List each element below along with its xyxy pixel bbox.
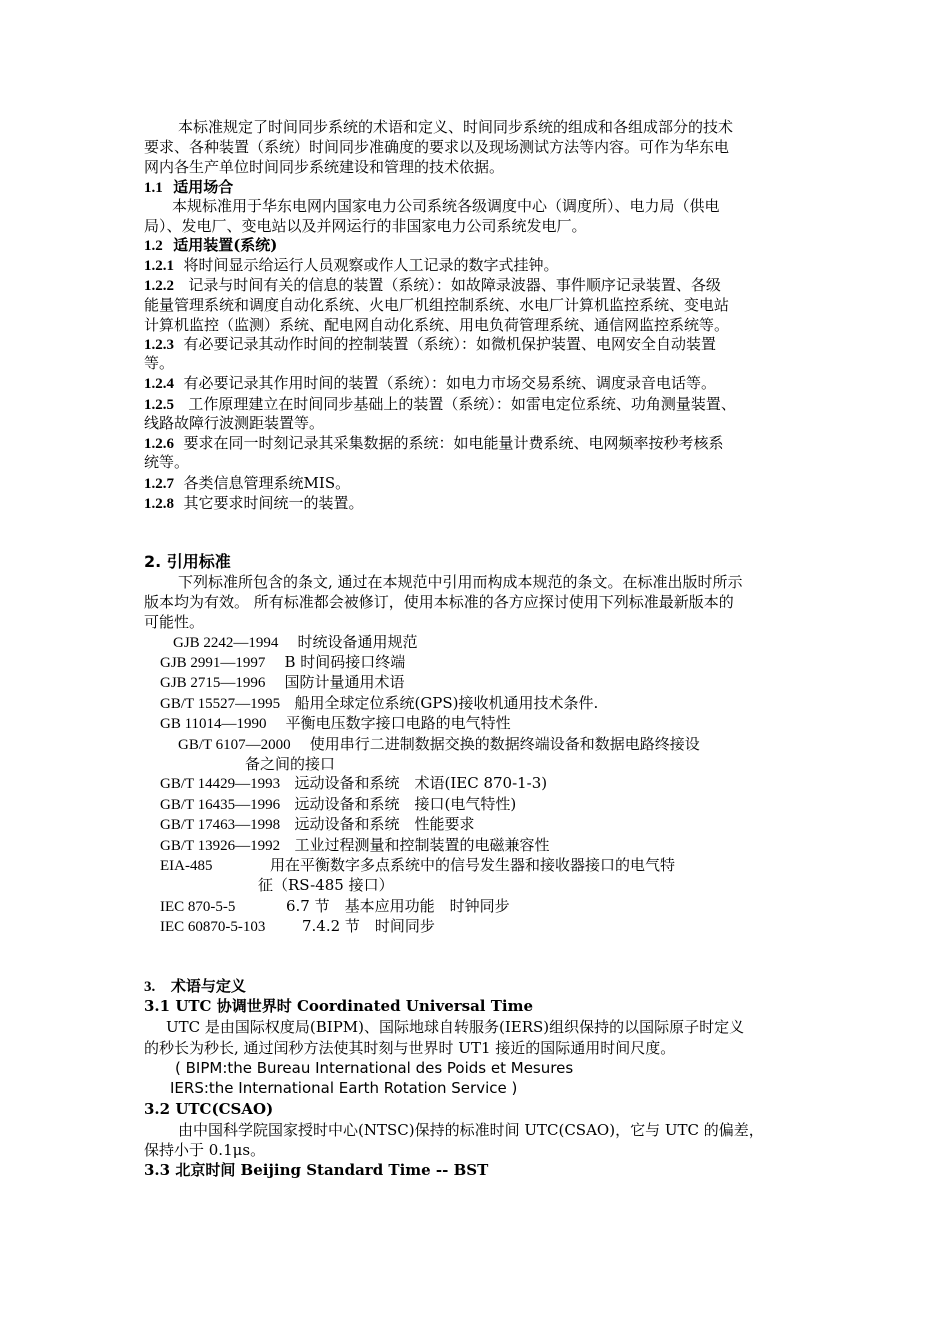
- item-1-2-6: [144, 433, 724, 454]
- section-2-heading: [144, 552, 231, 572]
- item-1-2-3: [144, 334, 716, 355]
- reference-item: [160, 693, 598, 714]
- reference-item: [160, 835, 549, 856]
- item-number: 1.2.2: [144, 278, 174, 294]
- reference-item: [160, 713, 511, 734]
- reference-item: [160, 672, 405, 693]
- item-text: 各类信息管理系统MIS。: [183, 474, 351, 492]
- item-1-2-7: [144, 473, 350, 494]
- item-number: 1.2.3: [144, 337, 174, 353]
- section-3-2-line-1: 由中国科学院国家授时中心(NTSC)保持的标准时间 UTC(CSAO)，它与 UTC 的偏差，: [178, 1121, 764, 1139]
- reference-code: GJB 2242—1994: [173, 635, 279, 651]
- reference-item: [160, 814, 474, 835]
- reference-code: GB/T 14429—1993: [160, 776, 281, 792]
- reference-name: 6.7 节 基本应用功能 时钟同步: [286, 897, 510, 915]
- item-number: 1.2.5: [144, 397, 174, 413]
- item-1-2-3-line-2: 等。: [144, 354, 175, 372]
- item-text: 工作原理建立在时间同步基础上的装置（系统）：如雷电定位系统、功角测量装置、: [188, 395, 736, 413]
- section-1-1-title: 适用场合: [173, 178, 234, 196]
- section-3-2-line-2: 保持小于 0.1μs。: [144, 1141, 266, 1159]
- section-2-para-line-3: 可能性。: [144, 613, 205, 631]
- reference-name: 远动设备和系统 性能要求: [294, 815, 475, 833]
- reference-code: IEC 870-5-5: [160, 899, 236, 915]
- item-text: 有必要记录其动作时间的控制装置（系统）：如微机保护装置、电网安全自动装置: [183, 335, 717, 353]
- reference-code: GB/T 17463—1998: [160, 817, 281, 833]
- item-1-2-6-line-2: 统等。: [144, 453, 190, 471]
- reference-item: [173, 632, 418, 653]
- reference-name: 远动设备和系统 术语(IEC 870-1-3): [294, 774, 548, 792]
- section-3-1-line-4: IERS:the International Earth Rotation Service ): [170, 1079, 518, 1097]
- section-3-title: 术语与定义: [170, 977, 246, 995]
- reference-item: [160, 916, 435, 937]
- item-text: 将时间显示给运行人员观察或作人工记录的数字式挂钟。: [183, 256, 559, 274]
- item-1-2-4: [144, 373, 716, 394]
- item-number: 1.2.1: [144, 258, 174, 274]
- section-3-1-line-1: UTC 是由国际权度局(BIPM)、国际地球自转服务(IERS)组织保持的以国际原子时定义: [166, 1018, 745, 1036]
- section-2-para-line-1: 下列标准所包含的条文, 通过在本规范中引用而构成本规范的条文。在标准出版时所示: [178, 573, 743, 591]
- section-1-1-line-2: 局）、发电厂、变电站以及并网运行的非国家电力公司系统发电厂。: [144, 217, 587, 235]
- reference-name: B 时间码接口终端: [284, 653, 406, 671]
- section-1-1-heading: [144, 177, 233, 198]
- intro-line-3: 网内各生产单位时间同步系统建设和管理的技术依据。: [144, 158, 505, 176]
- item-number: 1.2.4: [144, 376, 174, 392]
- reference-item: [160, 773, 547, 794]
- reference-item: [178, 734, 700, 755]
- reference-name: 平衡电压数字接口电路的电气特性: [285, 714, 511, 732]
- section-1-2-heading: [144, 235, 277, 256]
- section-3-3-heading: 3.3 北京时间 Beijing Standard Time -- BST: [144, 1161, 489, 1179]
- item-text: 要求在同一时刻记录其采集数据的系统：如电能量计费系统、电网频率按秒考核系: [183, 434, 724, 452]
- intro-line-1: 本标准规定了时间同步系统的术语和定义、时间同步系统的组成和各组成部分的技术: [178, 118, 734, 136]
- reference-item: [160, 794, 516, 815]
- item-number: 1.2.8: [144, 496, 174, 512]
- reference-name: 用在平衡数字多点系统中的信号发生器和接收器接口的电气特: [270, 856, 676, 874]
- reference-name: 工业过程测量和控制装置的电磁兼容性: [294, 836, 550, 854]
- reference-code: GJB 2715—1996: [160, 675, 266, 691]
- reference-name: 远动设备和系统 接口(电气特性): [294, 795, 517, 813]
- section-1-1-number: 1.1: [144, 180, 163, 196]
- reference-code: GB/T 6107—2000: [178, 737, 291, 753]
- section-1-2-title: 适用装置(系统): [173, 236, 278, 254]
- section-1-1-line-1: 本规标准用于华东电网内国家电力公司系统各级调度中心（调度所）、电力局（供电: [172, 197, 720, 215]
- reference-code: EIA-485: [160, 858, 213, 874]
- reference-name: 时统设备通用规范: [297, 633, 418, 651]
- intro-line-2: 要求、各种装置（系统）时间同步准确度的要求以及现场测试方法等内容。可作为华东电: [144, 138, 730, 156]
- section-3-number: 3.: [144, 979, 156, 995]
- reference-code: GB 11014—1990: [160, 716, 267, 732]
- item-1-2-2: [144, 275, 721, 296]
- reference-code: GB/T 15527—1995: [160, 696, 281, 712]
- section-3-1-line-3: ( BIPM:the Bureau International des Poids et Mesures: [175, 1059, 574, 1077]
- reference-item: [160, 896, 510, 917]
- reference-name: 船用全球定位系统(GPS)接收机通用技术条件.: [294, 694, 599, 712]
- reference-continuation: 备之间的接口: [245, 755, 336, 773]
- reference-item: [160, 652, 405, 673]
- item-1-2-2-line-3: 计算机监控（监测）系统、配电网自动化系统、用电负荷管理系统、通信网监控系统等。: [144, 316, 730, 334]
- item-text: 有必要记录其作用时间的装置（系统）：如电力市场交易系统、调度录音电话等。: [183, 374, 717, 392]
- item-number: 1.2.7: [144, 476, 174, 492]
- item-text: 其它要求时间统一的装置。: [183, 494, 364, 512]
- section-3-heading: [144, 976, 246, 997]
- item-1-2-5-line-2: 线路故障行波测距装置等。: [144, 414, 325, 432]
- section-3-2-heading: 3.2 UTC(CSAO): [144, 1100, 274, 1118]
- item-1-2-5: [144, 394, 736, 415]
- section-3-1-line-2: 的秒长为秒长, 通过闰秒方法使其时刻与世界时 UT1 接近的国际通用时间尺度。: [144, 1039, 676, 1057]
- item-number: 1.2.6: [144, 436, 174, 452]
- reference-name: 使用串行二进制数据交换的数据终端设备和数据电路终接设: [309, 735, 700, 753]
- item-text: 记录与时间有关的信息的装置（系统）：如故障录波器、事件顺序记录装置、各级: [188, 276, 721, 294]
- reference-continuation: 征（RS-485 接口）: [258, 876, 394, 894]
- section-1-2-number: 1.2: [144, 238, 163, 254]
- item-1-2-1: [144, 255, 559, 276]
- reference-name: 国防计量通用术语: [284, 673, 405, 691]
- item-1-2-2-line-2: 能量管理系统和调度自动化系统、火电厂机组控制系统、水电厂计算机监控系统、变电站: [144, 296, 730, 314]
- item-1-2-8: [144, 493, 364, 514]
- section-2-para-line-2: 版本均为有效。 所有标准都会被修订，使用本标准的各方应探讨使用下列标准最新版本的: [144, 593, 734, 611]
- reference-code: GB/T 16435—1996: [160, 797, 281, 813]
- section-2-title: 引用标准: [166, 552, 231, 571]
- reference-item: [160, 855, 675, 876]
- reference-code: GJB 2991—1997: [160, 655, 266, 671]
- section-2-number: 2.: [144, 552, 162, 571]
- reference-code: IEC 60870-5-103: [160, 919, 266, 935]
- reference-code: GB/T 13926—1992: [160, 838, 281, 854]
- section-3-1-heading: 3.1 UTC 协调世界时 Coordinated Universal Time: [144, 997, 533, 1015]
- reference-name: 7.4.2 节 时间同步: [302, 917, 435, 935]
